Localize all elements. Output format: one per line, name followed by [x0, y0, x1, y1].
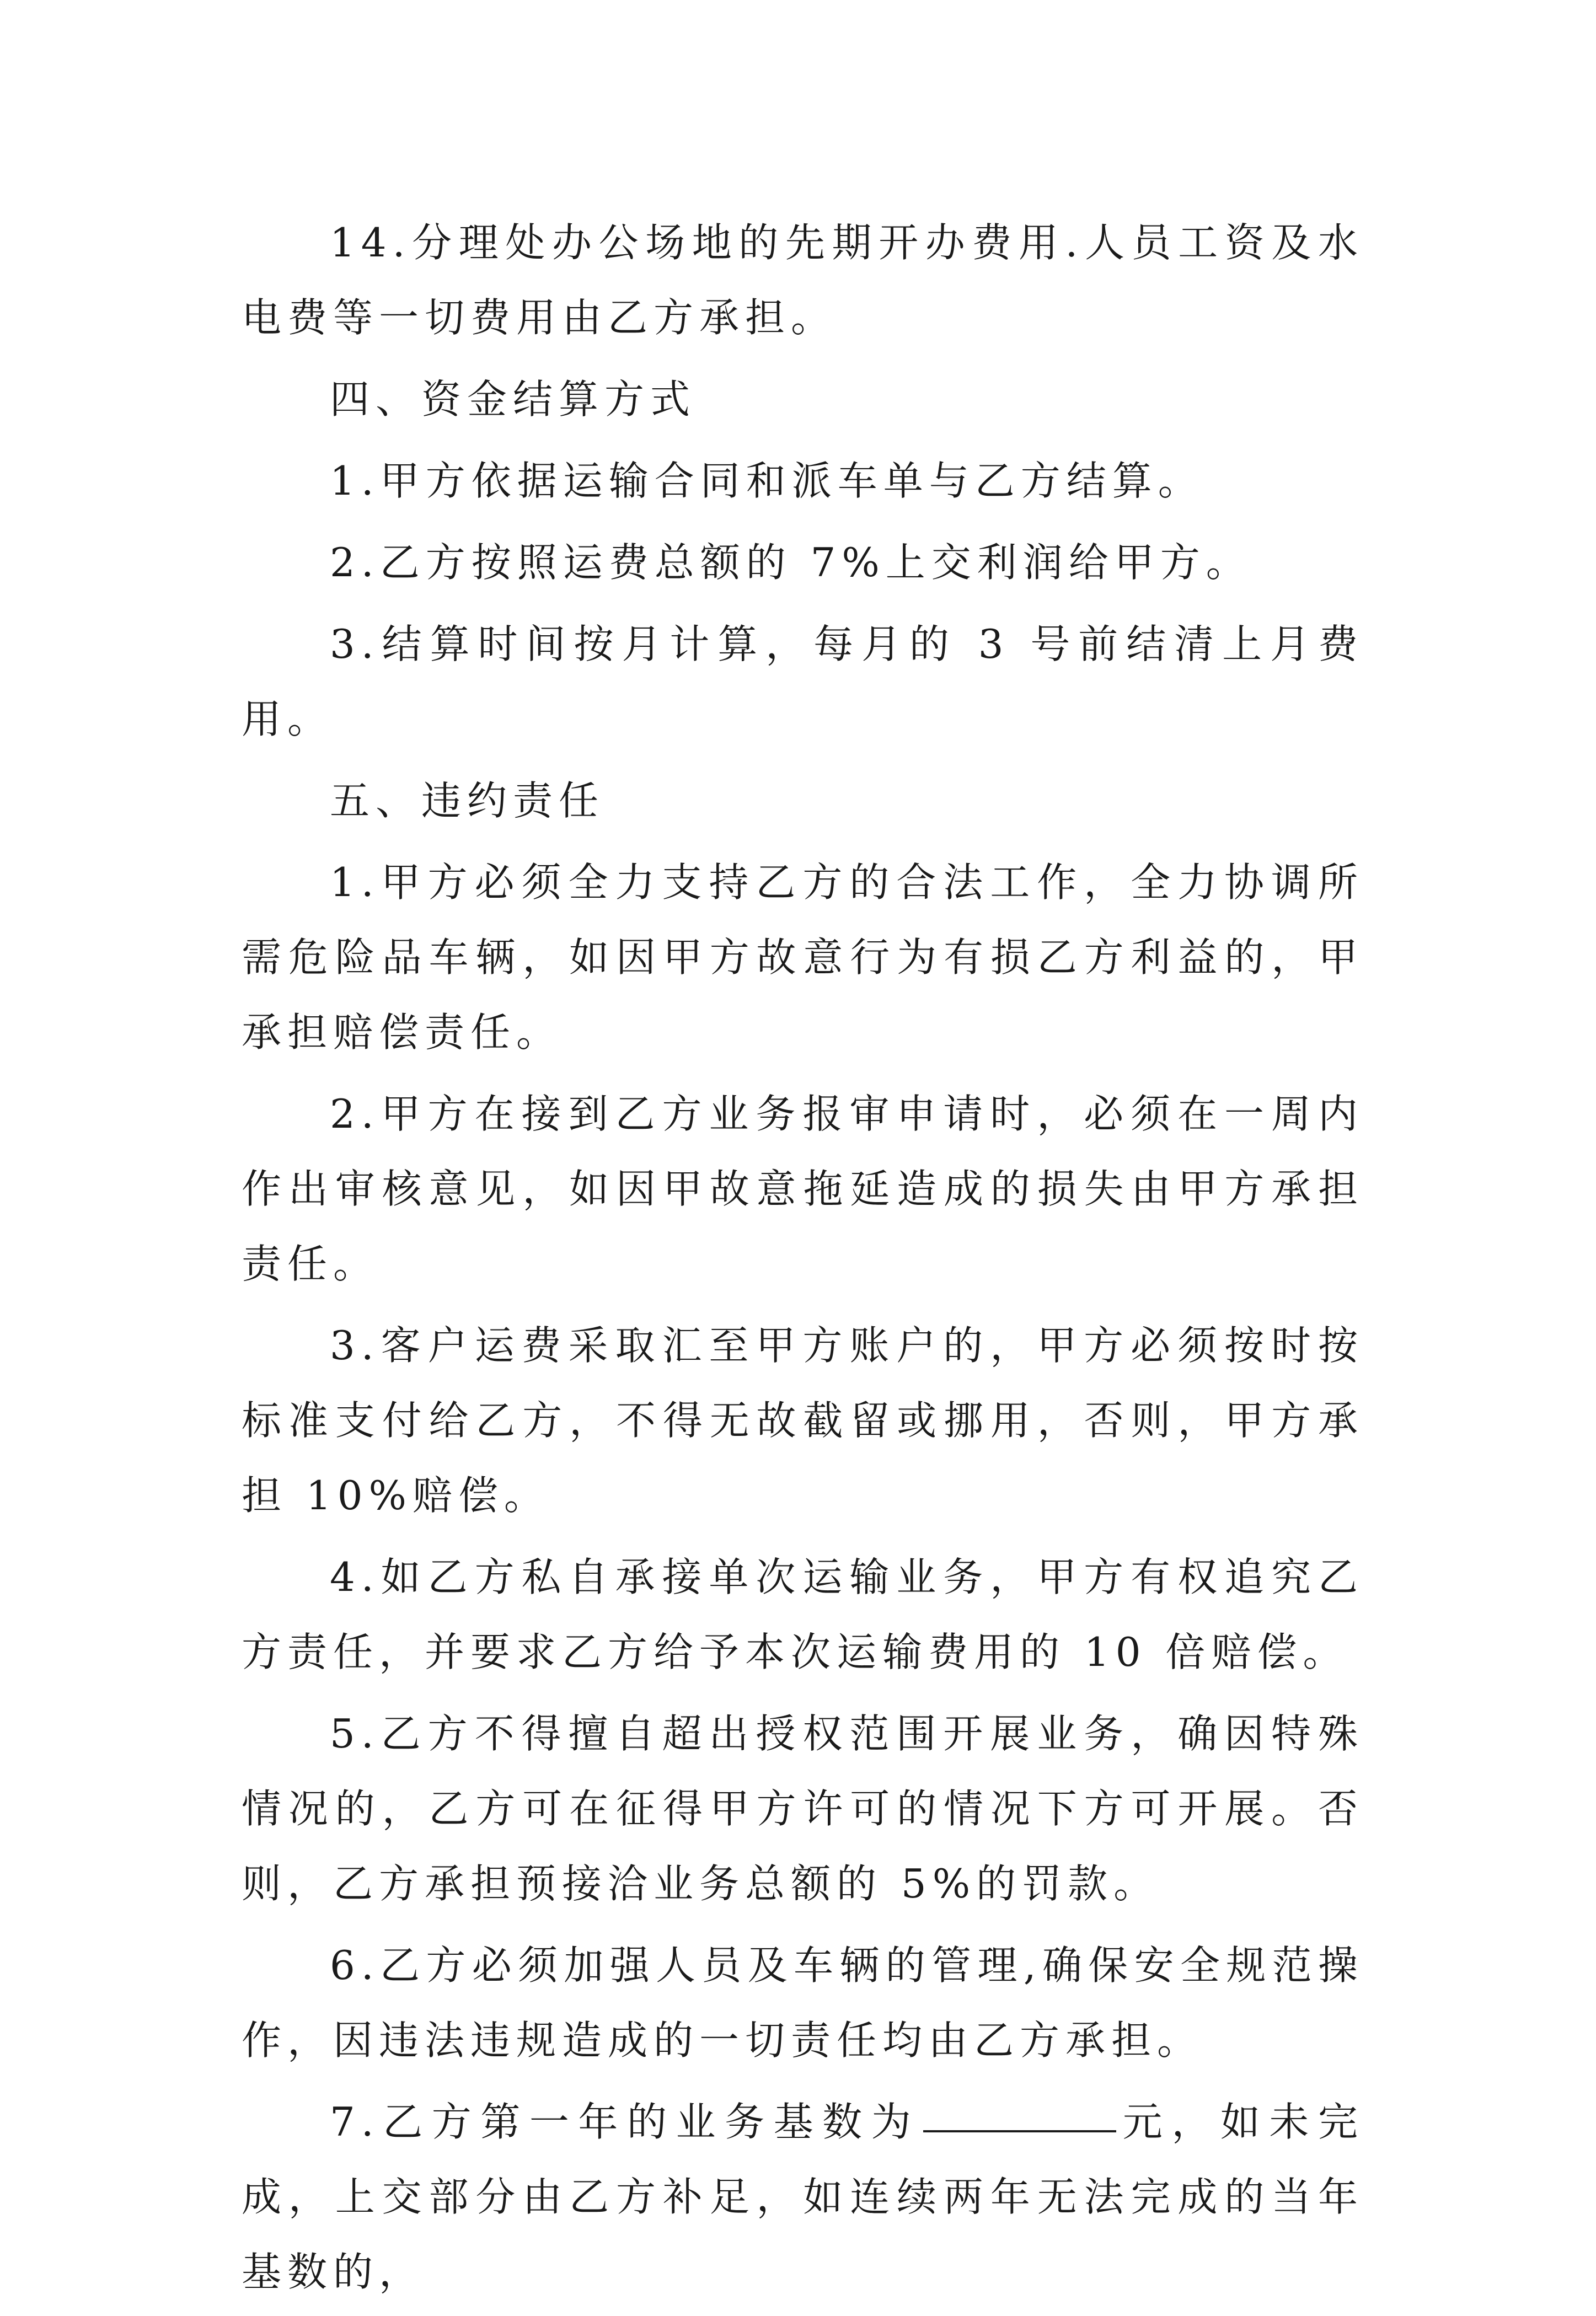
liability-clause-4: 4.如乙方私自承接单次运输业务，甲方有权追究乙方责任，并要求乙方给予本次运输费用的 10 倍赔偿。 — [242, 1554, 1364, 1675]
clause-14-office-costs: 14.分理处办公场地的先期开办费用.人员工资及水电费等一切费用由乙方承担。 — [242, 219, 1364, 341]
liability-clause-7 — [242, 2084, 1364, 2309]
settlement-clause-1: 1.甲方依据运输合同和派车单与乙方结算。 — [330, 458, 1204, 504]
liability-clause-1: 1.甲方必须全力支持乙方的合法工作，全力协调所需危险品车辆，如因甲方故意行为有损乙方利益的，甲承担赔偿责任。 — [242, 859, 1364, 1055]
section-heading-liability: 五、违约责任 — [330, 778, 605, 824]
liability-clause-3: 3.客户运费采取汇至甲方账户的，甲方必须按时按标准支付给乙方，不得无故截留或挪用，否则，甲方承担 10%赔偿。 — [242, 1322, 1364, 1519]
fill-in-blank-line — [923, 2130, 1116, 2132]
liability-clause-2: 2.甲方在接到乙方业务报审申请时，必须在一周内作出审核意见，如因甲故意拖延造成的损失由甲方承担责任。 — [242, 1091, 1364, 1287]
liability-clause-6: 6.乙方必须加强人员及车辆的管理,确保安全规范操作，因违法违规造成的一切责任均由乙方承担。 — [242, 1942, 1364, 2063]
clause-7-tail-text: 元，如未完成，上交部分由乙方补足，如连续两年无法完成的当年基数的， — [242, 2099, 1364, 2295]
clause-7-lead-text: 7.乙方第一年的业务基数为 — [330, 2099, 920, 2145]
liability-clause-5: 5.乙方不得擅自超出授权范围开展业务，确因特殊情况的，乙方可在征得甲方许可的情况下方可开展。否则，乙方承担预接洽业务总额的 5%的罚款。 — [242, 1711, 1364, 1907]
settlement-clause-3: 3.结算时间按月计算，每月的 3 号前结清上月费用。 — [242, 621, 1364, 742]
section-heading-settlement: 四、资金结算方式 — [330, 376, 697, 422]
document-body — [242, 205, 1364, 2316]
settlement-clause-2: 2.乙方按照运费总额的 7%上交利润给甲方。 — [330, 539, 1252, 586]
